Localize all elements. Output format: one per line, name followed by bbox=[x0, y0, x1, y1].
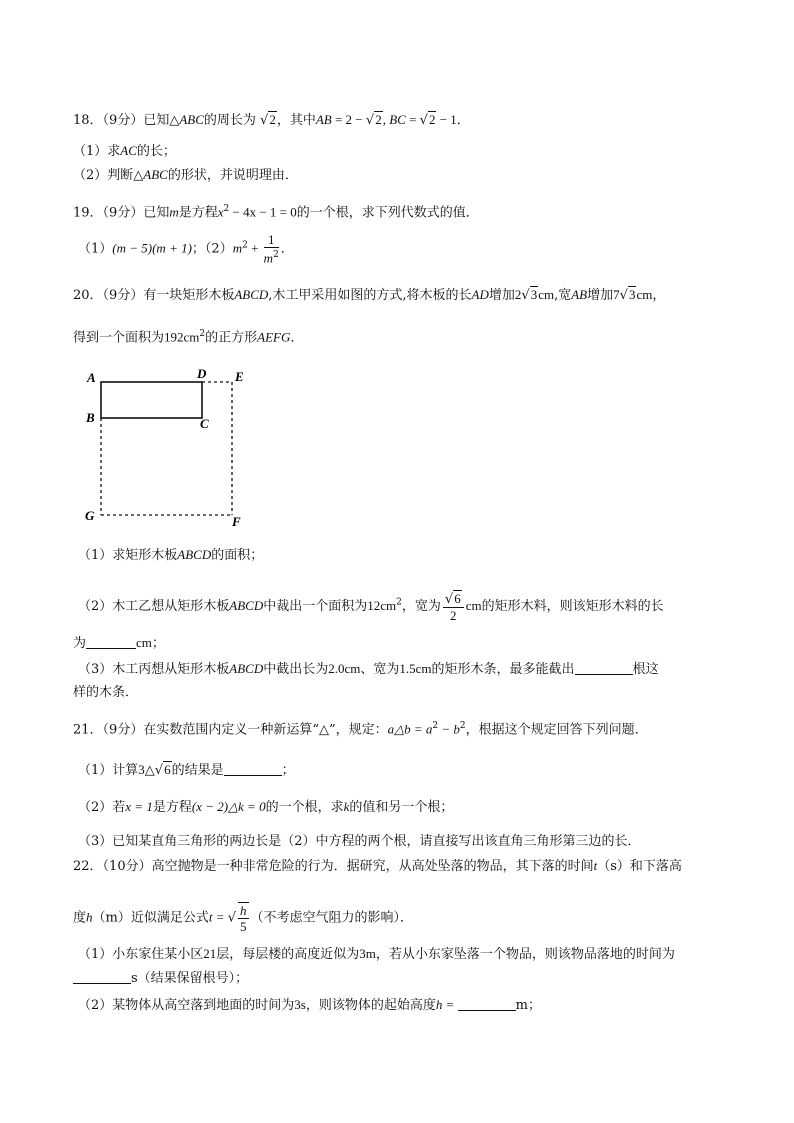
answer-blank[interactable] bbox=[73, 969, 131, 984]
var-t: t bbox=[593, 858, 598, 873]
text: 的面积； bbox=[211, 548, 264, 563]
text: 的一个根，求 bbox=[265, 800, 344, 815]
exponent: 2 bbox=[242, 240, 248, 251]
text: 为 bbox=[73, 636, 87, 651]
exponent: 2 bbox=[223, 204, 230, 214]
tri-abc: ABC bbox=[179, 112, 204, 127]
label-f: F bbox=[232, 514, 241, 529]
text: ,宽 bbox=[554, 288, 572, 303]
text: ,木工甲采用如图的方式,将木板的长 bbox=[268, 288, 472, 303]
text: 的长； bbox=[136, 144, 176, 159]
text: （s）和下落高 bbox=[597, 859, 682, 874]
text: 增加 bbox=[488, 288, 515, 303]
q20-figure bbox=[80, 362, 260, 532]
q22-number: 22．（10分）高空抛物是一种非常危险的行为．据研究，从高处坠落的物品，其下落的时间 bbox=[73, 859, 594, 874]
seg-bc: BC bbox=[389, 112, 406, 127]
text: ，其中 bbox=[276, 113, 316, 128]
q20-sub3 bbox=[78, 659, 659, 680]
text: ． bbox=[290, 330, 304, 346]
rect-abcd: ABCD bbox=[234, 287, 269, 302]
q20-sub3-cont bbox=[73, 683, 138, 703]
unit: cm bbox=[538, 287, 555, 302]
square-aefg: AEFG bbox=[257, 329, 291, 345]
text: 的值和另一个根； bbox=[349, 800, 454, 815]
text: − 1． bbox=[436, 112, 470, 127]
var-h: h bbox=[86, 909, 93, 925]
q18-sub1 bbox=[73, 141, 176, 162]
sqrt-6: 6 bbox=[164, 762, 171, 777]
text: 根这 bbox=[632, 662, 659, 677]
sqrt-2: 2 bbox=[375, 112, 382, 127]
q22-sub1-cont bbox=[73, 969, 248, 989]
text: 的结果是 bbox=[171, 763, 224, 778]
text: m； bbox=[515, 998, 541, 1013]
label-g: G bbox=[85, 508, 95, 523]
seg-ab: AB bbox=[571, 287, 588, 302]
denominator: 5 bbox=[240, 919, 247, 934]
text: 是方程 bbox=[178, 205, 218, 221]
q21-line1 bbox=[73, 716, 648, 740]
q21-number: 21．（9分）在实数范围内定义一种新运算“△”，规定： bbox=[73, 722, 388, 738]
q21-sub3 bbox=[78, 832, 641, 852]
seg-ab: AB bbox=[315, 112, 332, 127]
rect-abcd-outline bbox=[101, 382, 202, 418]
answer-blank[interactable] bbox=[575, 660, 633, 675]
coef: 2 bbox=[514, 287, 522, 302]
text: 的正方形 bbox=[205, 330, 258, 346]
sqrt-3: 3 bbox=[628, 287, 636, 302]
text: cm； bbox=[136, 635, 165, 650]
q20-number: 20．（9分）有一块矩形木板 bbox=[73, 288, 235, 303]
text: 中裁出一个面积为 bbox=[263, 599, 368, 614]
answer-blank[interactable] bbox=[86, 634, 136, 649]
denominator: 2 bbox=[450, 608, 457, 623]
exponent: 2 bbox=[199, 329, 206, 339]
text: （1）求矩形木板 bbox=[78, 548, 178, 563]
time: 3s bbox=[294, 997, 306, 1012]
text: , bbox=[382, 112, 390, 127]
text: 样的木条． bbox=[73, 685, 139, 700]
label-d: D bbox=[197, 366, 207, 381]
fraction-sqrt6-over-2: $\frac{√6}{2}$ bbox=[443, 590, 464, 623]
var-m: m bbox=[263, 250, 274, 266]
rect-abcd: ABCD bbox=[177, 547, 212, 562]
var-m: m bbox=[232, 240, 243, 256]
q22-sub2 bbox=[78, 995, 541, 1016]
seg-ad: AD bbox=[471, 287, 489, 302]
label-a: A bbox=[87, 370, 96, 385]
area: 12cm bbox=[367, 598, 397, 613]
q22-line2: 度h（m）近似满足公式t = √ $\frac{h}{5}$ （不考虑空气阻力的影响）． bbox=[73, 903, 414, 934]
expr1: (m − 5)(m + 1) bbox=[112, 240, 192, 256]
definition: a△b = a bbox=[387, 721, 433, 737]
sqrt-3: 3 bbox=[530, 287, 538, 302]
text: ，根据这个规定回答下列问题． bbox=[465, 722, 648, 738]
text: 层，每层楼的高度近似为 bbox=[216, 947, 360, 962]
q19-line1 bbox=[73, 199, 479, 223]
rect-abcd: ABCD bbox=[229, 661, 264, 676]
q18-sub2 bbox=[73, 165, 298, 186]
text: 得到一个面积为 bbox=[73, 330, 165, 346]
label-b: B bbox=[86, 410, 95, 425]
q22-sub1 bbox=[78, 944, 675, 965]
sqrt-6: 6 bbox=[454, 591, 461, 606]
sqrt-2: 2 bbox=[428, 112, 436, 127]
q21-sub1: （1）计算3△√6的结果是 ； bbox=[78, 762, 295, 778]
text: （3）木工丙想从矩形木板 bbox=[78, 662, 230, 677]
sqrt-2: 2 bbox=[269, 112, 276, 127]
h-eq: h = bbox=[435, 997, 458, 1012]
text: = bbox=[405, 112, 420, 127]
text: ，宽为 bbox=[401, 599, 441, 614]
var-x: x bbox=[217, 204, 224, 220]
area: 192cm bbox=[164, 329, 200, 345]
q20-sub1 bbox=[78, 545, 263, 566]
rect-abcd: ABCD bbox=[229, 598, 264, 613]
text: = 2 − bbox=[331, 112, 366, 127]
text: − 4x − 1 = 0的一个根，求下列代数式的值． bbox=[229, 204, 479, 220]
label-c: C bbox=[200, 416, 209, 431]
tri-abc: ABC bbox=[143, 167, 168, 182]
text: （1）计算 bbox=[78, 763, 139, 778]
text: （不考虑空气阻力的影响）． bbox=[250, 910, 414, 926]
text: 的周长为 bbox=[203, 113, 256, 128]
q21-sub2 bbox=[78, 797, 453, 818]
exponent: 2 bbox=[396, 597, 402, 608]
text: ，则该物体的起始高度 bbox=[305, 998, 436, 1013]
text: ． bbox=[280, 241, 294, 257]
numerator: 1 bbox=[264, 232, 279, 248]
q20-sub2-cont bbox=[73, 633, 165, 654]
q18-line1: 18．（9分）已知△ABC的周长为 √2，其中AB = 2 − √2, BC = √2 − 1． bbox=[73, 112, 470, 128]
q19-sub bbox=[78, 232, 294, 266]
text: （m）近似满足公式 bbox=[92, 910, 209, 926]
operand: 3△ bbox=[138, 762, 155, 777]
text: 是方程 bbox=[152, 800, 192, 815]
text: （2）某物体从高空落到地面的时间为 bbox=[78, 998, 295, 1013]
unit: cm bbox=[636, 287, 653, 302]
text: （3）已知某直角三角形的两边长是（2）中方程的两个根，请直接写出该直角三角形第三边的长． bbox=[78, 834, 641, 849]
text: （1）小东家住某小区 bbox=[78, 947, 204, 962]
text: 的矩形木料，则该矩形木料的长 bbox=[481, 599, 664, 614]
text: s（结果保留根号）； bbox=[131, 971, 249, 986]
answer-blank[interactable] bbox=[458, 996, 516, 1011]
seg-ac: AC bbox=[120, 143, 137, 158]
exponent: 2 bbox=[432, 721, 439, 731]
height: 3m bbox=[359, 946, 376, 961]
length: 2.0cm bbox=[328, 661, 361, 676]
definition-rest: − b bbox=[438, 721, 460, 737]
q22-line1 bbox=[73, 856, 682, 877]
text: ，若从小东家坠落一个物品，则该物品落地的时间为 bbox=[375, 947, 675, 962]
q19-number: 19．（9分）已知 bbox=[73, 205, 170, 221]
exponent: 2 bbox=[273, 250, 279, 260]
text: + bbox=[247, 240, 262, 256]
var-h: h bbox=[240, 903, 247, 918]
text: 中截出长为 bbox=[263, 662, 329, 677]
label-e: E bbox=[235, 369, 244, 384]
floors: 21 bbox=[203, 946, 217, 961]
text: （2）判断△ bbox=[73, 168, 144, 183]
answer-blank[interactable] bbox=[224, 761, 282, 776]
equation: (x − 2)△k = 0 bbox=[191, 799, 266, 814]
text: 度 bbox=[73, 910, 87, 926]
var-m: m bbox=[169, 204, 179, 220]
exponent: 2 bbox=[459, 721, 466, 731]
text: （2）若 bbox=[78, 800, 126, 815]
text: 的矩形木条，最多能截出 bbox=[431, 662, 575, 677]
q20-sub2 bbox=[78, 590, 664, 623]
q20-line2 bbox=[73, 324, 303, 348]
text: ， bbox=[652, 288, 666, 303]
fraction-1-over-m2 bbox=[264, 232, 279, 266]
text: ； bbox=[281, 763, 295, 778]
text: 、宽为 bbox=[360, 662, 400, 677]
text: （1） bbox=[78, 241, 113, 257]
formula-lhs: t = bbox=[208, 909, 228, 925]
q20-line1: 20．（9分）有一块矩形木板ABCD,木工甲采用如图的方式,将木板的长AD增加2√3cm,宽AB增加7√3cm， bbox=[73, 287, 666, 303]
unit: cm bbox=[465, 598, 482, 613]
width: 1.5cm bbox=[399, 661, 432, 676]
text: 增加 bbox=[587, 288, 614, 303]
coef: 7 bbox=[613, 287, 620, 302]
x-eq-1: x = 1 bbox=[125, 799, 153, 814]
text: （2）木工乙想从矩形木板 bbox=[78, 599, 230, 614]
fraction-h-over-5 bbox=[238, 902, 249, 934]
text: 的形状，并说明理由． bbox=[167, 168, 298, 183]
var-k: k bbox=[343, 799, 350, 814]
q18-number: 18．（9分）已知△ bbox=[73, 113, 180, 128]
text: （1）求 bbox=[73, 144, 121, 159]
text: ；（2） bbox=[191, 241, 233, 257]
